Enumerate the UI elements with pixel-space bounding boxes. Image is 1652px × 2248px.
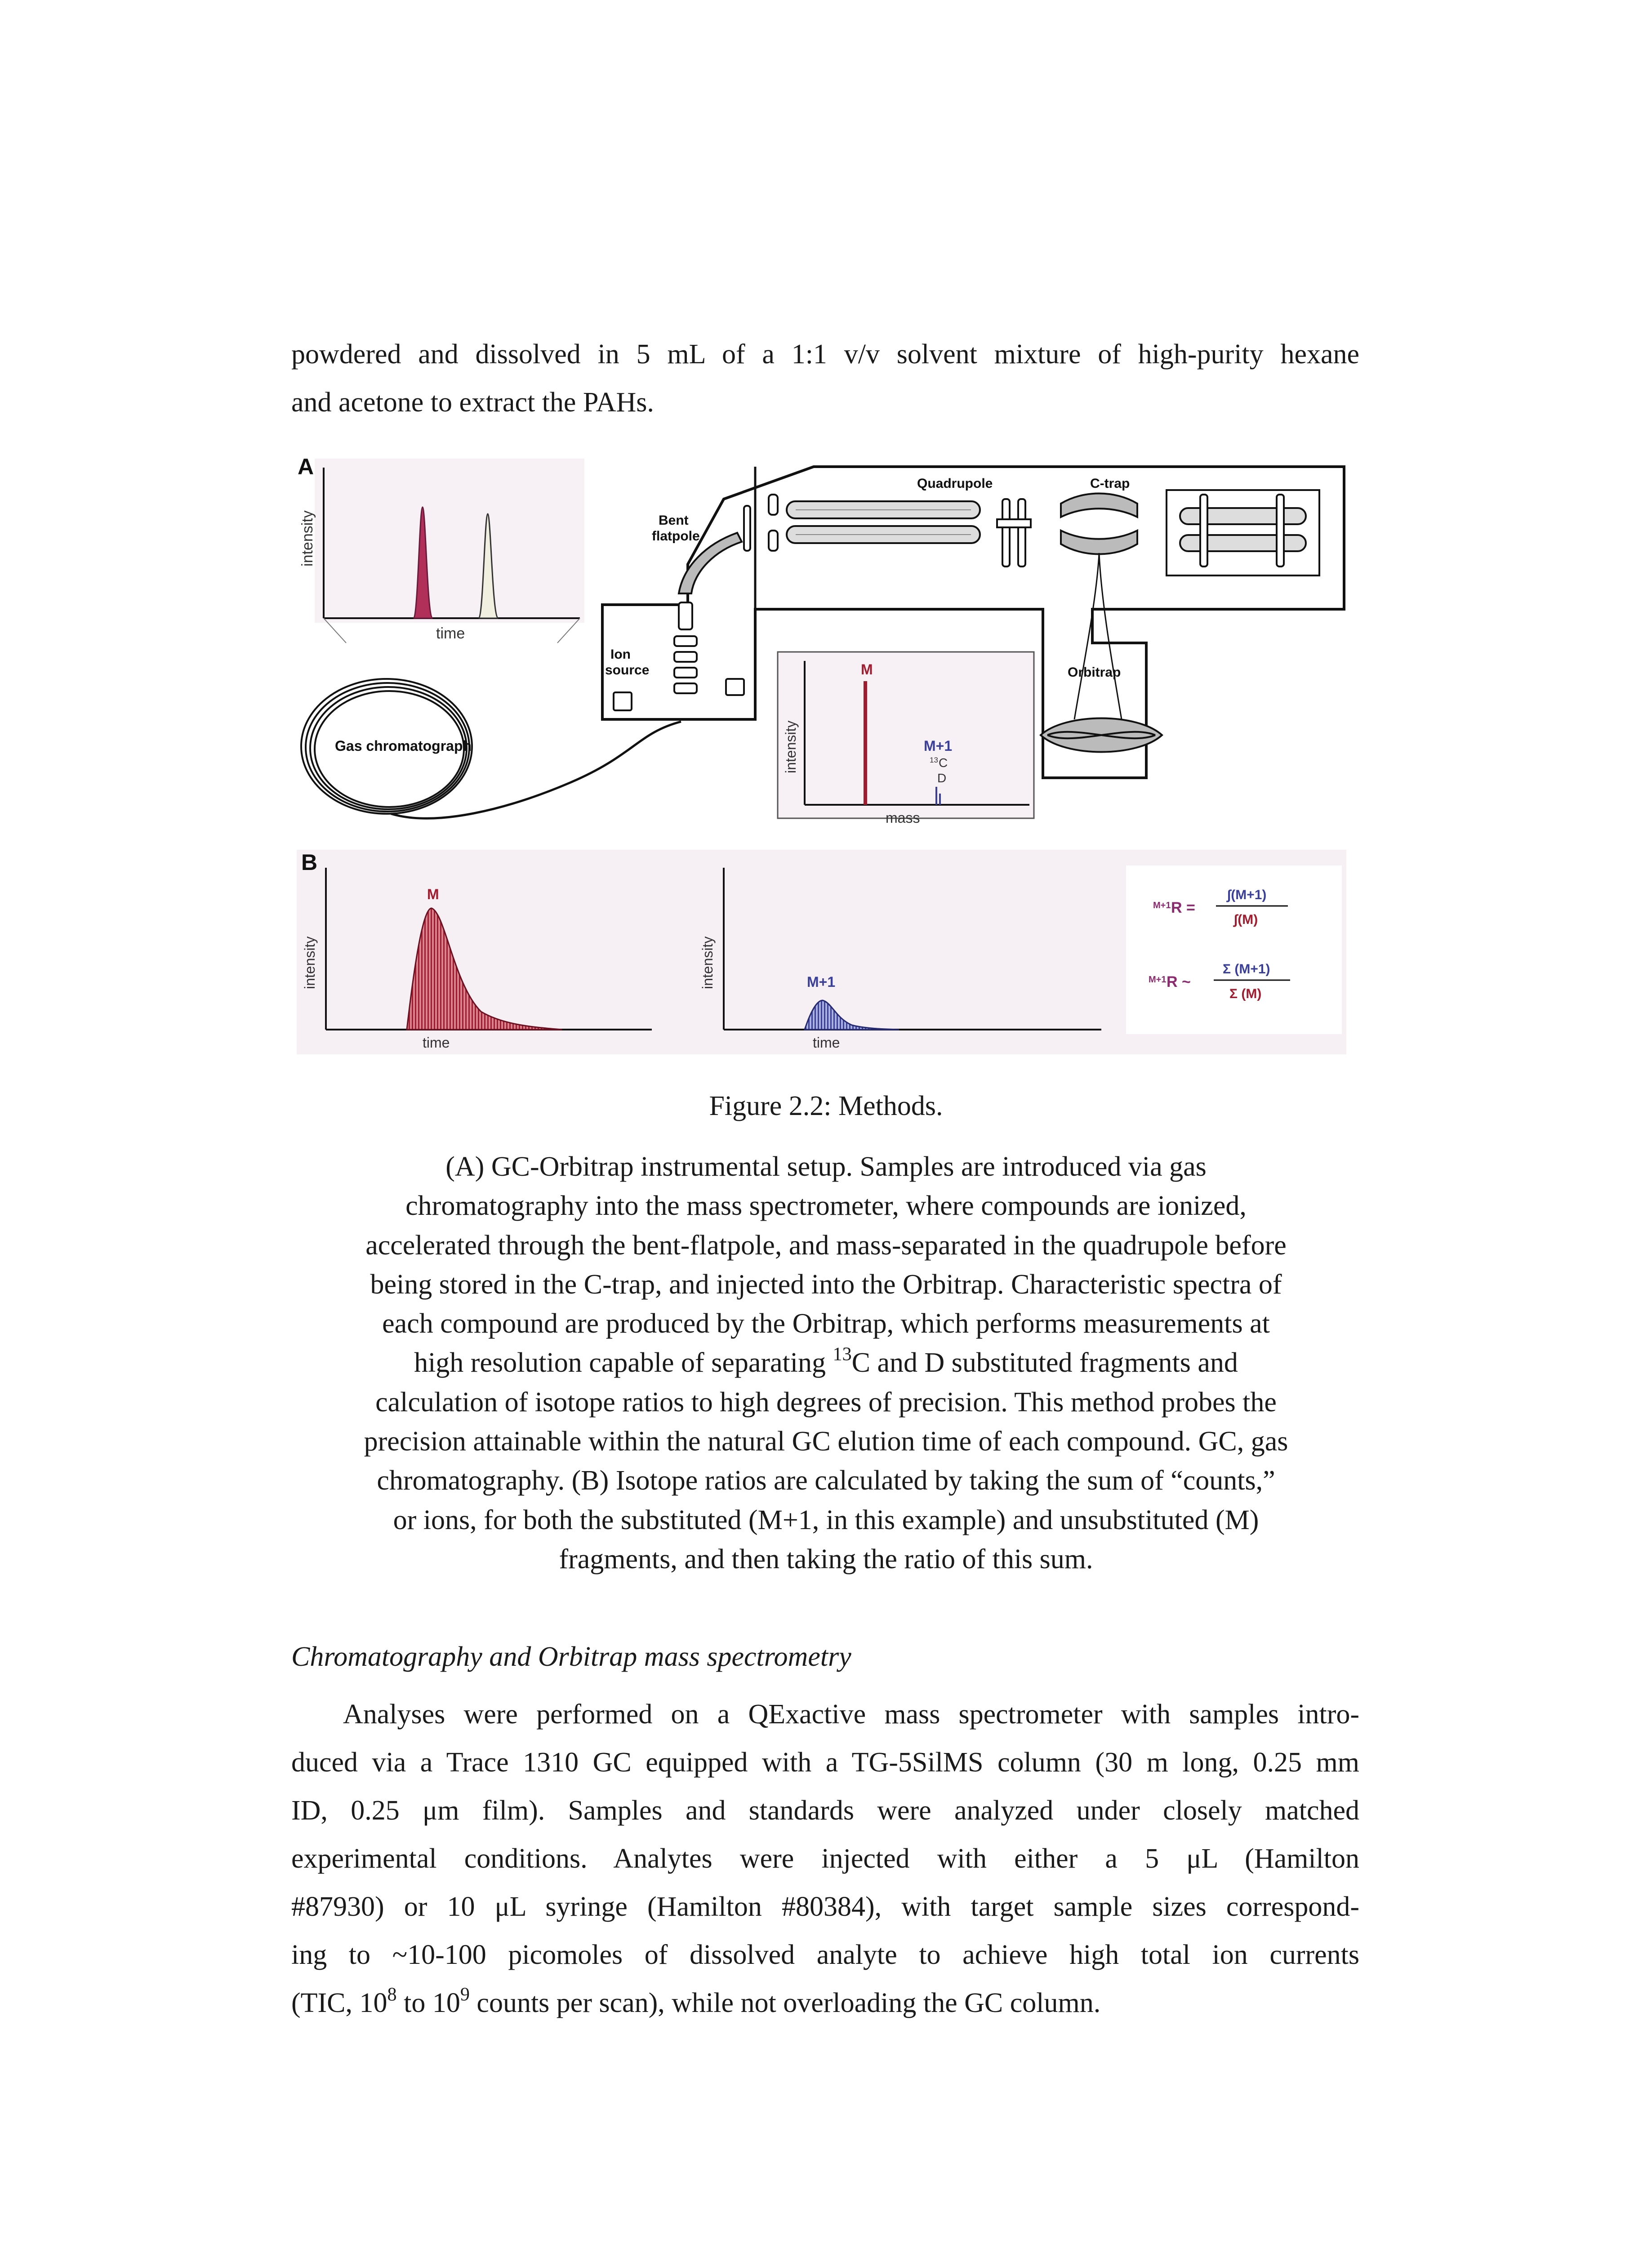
quadrupole-rods xyxy=(787,501,980,543)
figure-svg xyxy=(292,454,1353,1057)
methods-line-7b: to 10 xyxy=(396,1988,460,2018)
c-trap xyxy=(1061,494,1137,554)
eq1-superscript: M+1 xyxy=(1153,901,1171,910)
caption-line: or ions, for both the substituted (M+1, in this example) and unsubstituted (M) xyxy=(393,1504,1259,1535)
methods-line-3: ID, 0.25 μm film). Samples and standards were analyzed under closely matched xyxy=(291,1795,1359,1826)
hcd-cell xyxy=(1167,490,1319,575)
methods-line-7a: (TIC, 10 xyxy=(291,1988,387,2018)
eq2-superscript: M+1 xyxy=(1149,975,1167,985)
orbitrap-label: Orbitrap xyxy=(1068,665,1121,680)
orbitrap xyxy=(1041,718,1162,752)
figure-caption-title: Figure 2.2: Methods. xyxy=(709,1091,943,1121)
caption-line: precision attainable within the natural GC elution time of each compound. GC, gas xyxy=(364,1426,1288,1457)
chrom-y-label: intensity xyxy=(299,510,316,566)
ion-source-parts xyxy=(614,602,744,710)
figure-caption-body xyxy=(0,1147,1652,1579)
methods-line-1: Analyses were performed on a QExactive mass spectrometer with samples intro- xyxy=(343,1699,1359,1730)
chromatogram-panel-bg xyxy=(315,459,584,623)
methods-line-5: #87930) or 10 μL syringe (Hamilton #80384), with target sample sizes correspond- xyxy=(291,1891,1359,1922)
lens-pair xyxy=(997,499,1031,566)
spec-x-label: mass xyxy=(886,810,920,826)
spec-d-label: D xyxy=(937,771,947,785)
panel-a-label: A xyxy=(298,454,314,479)
caption-line: fragments, and then taking the ratio of this sum. xyxy=(559,1543,1093,1574)
caption-line: each compound are produced by the Orbitrap, which performs measurements at xyxy=(382,1308,1270,1339)
b2-x-label: time xyxy=(813,1035,840,1051)
eq1-denominator: ∫(M) xyxy=(1234,912,1258,927)
b1-x-label: time xyxy=(423,1035,450,1051)
eq2-numerator: Σ (M+1) xyxy=(1223,962,1270,977)
caption-line xyxy=(0,1343,1652,1383)
figure-methods xyxy=(292,454,1353,1057)
panel-b-label: B xyxy=(301,850,318,875)
methods-line-6: ing to ~10-100 picomoles of dissolved analyte to achieve high total ion currents xyxy=(291,1940,1359,1970)
caption-line: (A) GC-Orbitrap instrumental setup. Samples are introduced via gas xyxy=(445,1151,1207,1182)
tic-exponent-8: 8 xyxy=(387,1984,397,2005)
eq2-denominator: Σ (M) xyxy=(1229,986,1262,1001)
gc-transfer-line xyxy=(391,722,681,818)
intro-line-2: and acetone to extract the PAHs. xyxy=(291,387,654,418)
caption-line: chromatography. (B) Isotope ratios are calculated by taking the sum of “counts,” xyxy=(377,1465,1275,1496)
ctrap-label: C-trap xyxy=(1090,476,1130,491)
methods-line-7 xyxy=(291,1979,1359,2027)
tic-exponent-9: 9 xyxy=(460,1984,470,2005)
b2-m1-label: M+1 xyxy=(807,974,836,990)
b1-y-label: intensity xyxy=(302,936,318,989)
mass-spectrum-panel xyxy=(778,652,1034,818)
caption-line: being stored in the C-trap, and injected into the Orbitrap. Characteristic spectra of xyxy=(370,1269,1282,1300)
bent-flatpole-label-2: flatpole xyxy=(652,529,700,544)
gc-label: Gas chromatograph xyxy=(335,738,472,754)
ion-source-label-1: Ion xyxy=(610,647,631,662)
bent-flatpole-label-1: Bent xyxy=(659,513,689,528)
methods-line-7c: counts per scan), while not overloading the GC column. xyxy=(469,1988,1101,2018)
section-heading: Chromatography and Orbitrap mass spectrometry xyxy=(291,1641,851,1672)
intro-paragraph xyxy=(291,330,1359,427)
b2-y-label: intensity xyxy=(699,936,716,989)
methods-line-4: experimental conditions. Analytes were injected with either a 5 μL (Hamilton xyxy=(291,1843,1359,1874)
eq1-r: R = xyxy=(1171,899,1195,916)
caption-line-6b: C and D substituted fragments and xyxy=(851,1347,1238,1378)
methods-paragraph xyxy=(291,1690,1359,2027)
ion-source-label-2: source xyxy=(605,663,650,678)
spec-m1-label: M+1 xyxy=(924,738,953,754)
caption-13-superscript: 13 xyxy=(833,1344,852,1365)
caption-line: calculation of isotope ratios to high degrees of precision. This method probes the xyxy=(375,1387,1277,1418)
methods-line-2: duced via a Trace 1310 GC equipped with a TG-5SilMS column (30 m long, 0.25 mm xyxy=(291,1747,1359,1778)
spec-m-peak xyxy=(864,681,867,805)
spec-y-label: intensity xyxy=(783,720,799,773)
spec-m-label: M xyxy=(861,661,873,678)
b1-m-label: M xyxy=(427,886,439,902)
eq2-r: R ~ xyxy=(1167,973,1191,990)
ion-injection-path xyxy=(1074,553,1122,719)
intro-line-1: powdered and dissolved in 5 mL of a 1:1 v/v solvent mixture of high-purity hexane xyxy=(291,339,1359,370)
spec-13c-label: C xyxy=(939,756,948,770)
chrom-x-label: time xyxy=(436,625,465,642)
caption-line: accelerated through the bent-flatpole, and mass-separated in the quadrupole before xyxy=(365,1230,1287,1261)
lens-stack xyxy=(744,495,778,551)
caption-line: chromatography into the mass spectrometer, where compounds are ionized, xyxy=(405,1191,1247,1222)
quadrupole-label: Quadrupole xyxy=(917,476,993,491)
caption-line-6a: high resolution capable of separating xyxy=(414,1347,833,1378)
eq1-numerator: ∫(M+1) xyxy=(1227,888,1267,902)
spec-13c-sup: 13 xyxy=(930,756,938,764)
